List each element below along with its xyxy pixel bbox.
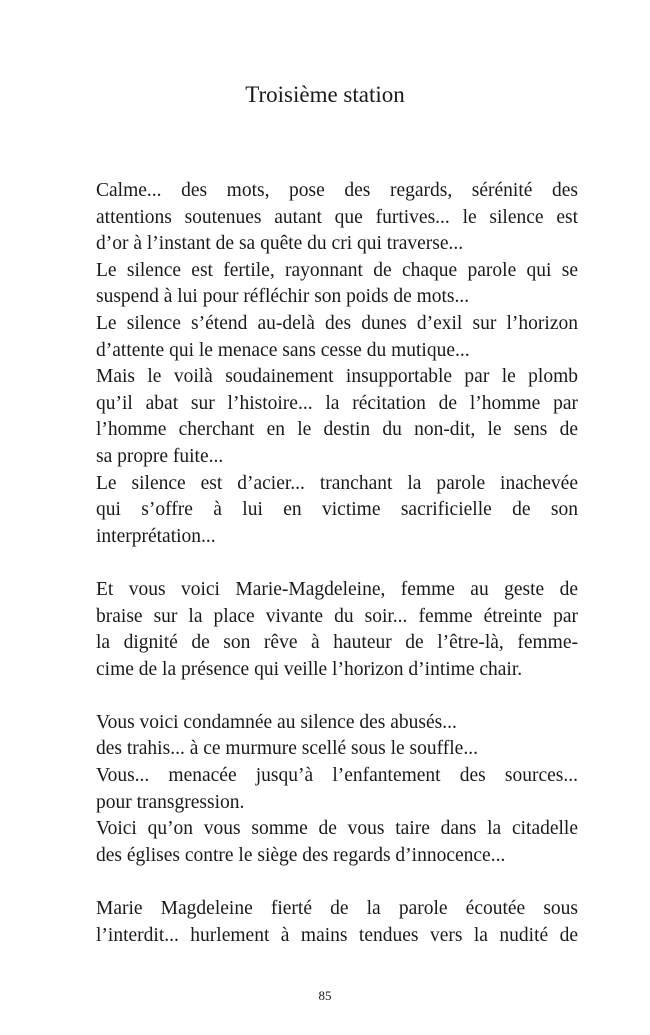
text-line: pour transgression.: [96, 791, 245, 813]
page-title: Troisième station: [245, 82, 405, 107]
paragraph: [96, 710, 578, 870]
text-line: Le silence est d’acier... tranchant la parole inachevée: [96, 472, 578, 494]
text-line: Mais le voilà soudainement insupportable par le plomb: [96, 366, 578, 388]
text-line: l’interdit... hurlement à mains tendues vers la nudité de: [96, 924, 578, 946]
text-line: cime de la présence qui veille l’horizon d’intime chair.: [96, 658, 523, 680]
text-line: interprétation...: [96, 525, 216, 547]
text-line: la dignité de son rêve à hauteur de l’être-là, femme-: [96, 632, 578, 654]
paragraph: [96, 896, 578, 949]
text-line: Voici qu’on vous somme de vous taire dans la citadelle: [96, 818, 578, 840]
text-line: Calme... des mots, pose des regards, sérénité des: [96, 180, 578, 201]
text-line: sa propre fuite...: [96, 445, 224, 467]
text-line: qu’il abat sur l’histoire... la récitation de l’homme par: [96, 392, 578, 414]
text-line: attentions soutenues autant que furtives... le silence est: [96, 206, 578, 228]
text-line: d’or à l’instant de sa quête du cri qui traverse...: [96, 233, 464, 255]
paragraph: [96, 178, 578, 550]
paragraph: [96, 577, 578, 683]
text-line: l’homme cherchant en le destin du non-dit, le sens de: [96, 419, 578, 441]
text-line: suspend à lui pour réfléchir son poids de mots...: [96, 286, 470, 308]
text-line: Le silence est fertile, rayonnant de chaque parole qui se: [96, 259, 578, 281]
text-line: d’attente qui le menace sans cesse du mutique...: [96, 339, 470, 361]
text-line: Vous voici condamnée au silence des abusés...: [96, 711, 457, 733]
text-line: qui s’offre à lui en victime sacrificielle de son: [96, 499, 578, 521]
text-line: braise sur la place vivante du soir... femme étreinte par: [96, 605, 578, 627]
text-line: Marie Magdeleine fierté de la parole écoutée sous: [96, 898, 578, 920]
text-line: des églises contre le siège des regards d’innocence...: [96, 844, 506, 866]
text-line: Et vous voici Marie-Magdeleine, femme au geste de: [96, 578, 578, 600]
body-text: [96, 178, 578, 949]
text-line: Vous... menacée jusqu’à l’enfantement des sources...: [96, 765, 578, 787]
text-line: Le silence s’étend au-delà des dunes d’exil sur l’horizon: [96, 312, 578, 334]
text-line: des trahis... à ce murmure scellé sous le souffle...: [96, 738, 478, 760]
page-number: 85: [318, 988, 332, 1003]
